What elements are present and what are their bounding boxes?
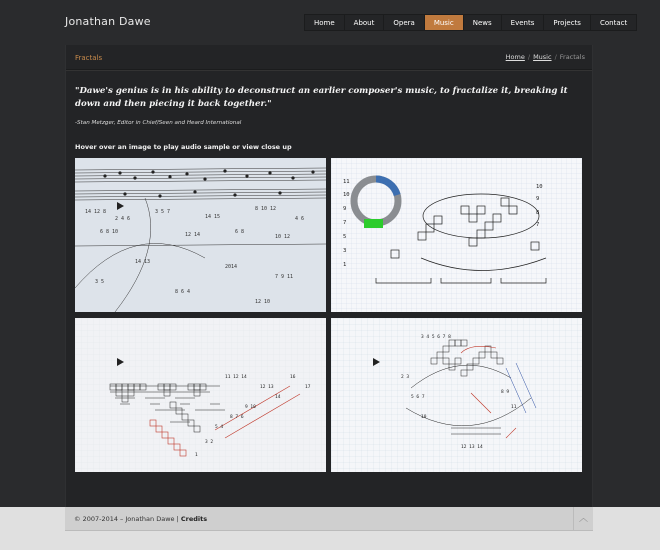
svg-text:12 13 14: 12 13 14 [461,445,483,450]
credits-link[interactable]: Credits [180,515,208,523]
footer [0,507,660,550]
play-icon[interactable] [117,358,124,366]
svg-text:9 10: 9 10 [245,405,256,410]
svg-text:10: 10 [343,192,350,198]
quote-attribution: -Stan Metzger, Editor in Chief/Seen and Heard International [75,120,242,126]
press-quote: "Dawe's genius is in his ability to deconstruct an earlier composer's music, to fractalize it, breaking it down and then piecing it back together." [75,86,568,109]
breadcrumb-home[interactable]: Home [505,53,525,61]
nav-events[interactable]: Events [502,14,545,31]
breadcrumb [506,53,585,61]
main-nav [304,14,637,31]
gallery-tile-fractal-2[interactable] [331,318,582,472]
svg-text:14 12 8: 14 12 8 [85,209,107,215]
svg-text:6 8: 6 8 [235,229,245,235]
svg-text:9: 9 [536,196,540,202]
svg-text:10: 10 [421,415,427,420]
svg-text:16: 16 [290,375,296,380]
copyright [74,515,207,523]
svg-text:3 4 5 6 7 8: 3 4 5 6 7 8 [421,335,451,340]
nav-contact[interactable]: Contact [591,14,637,31]
score-sketch-image [75,158,326,312]
play-icon[interactable] [117,202,124,210]
svg-text:11 12 14: 11 12 14 [225,375,247,380]
fractal-sketch-2-image [331,318,582,472]
svg-text:14 15: 14 15 [205,214,221,220]
breadcrumb-current: Fractals [559,53,585,61]
svg-text:6 8 10: 6 8 10 [100,229,119,235]
gallery-instruction: Hover over an image to play audio sample or view close up [75,143,292,151]
svg-text:3 5 7: 3 5 7 [155,209,171,215]
svg-text:14 13: 14 13 [135,259,151,265]
nav-music[interactable]: Music [425,14,464,31]
svg-text:3 2: 3 2 [205,440,214,445]
svg-text:2 4 6: 2 4 6 [115,216,131,222]
svg-text:8 9: 8 9 [501,390,510,395]
svg-text:8 7 6: 8 7 6 [230,415,244,420]
grid-sketch-image [331,158,582,312]
gallery-tile-grid[interactable] [331,158,582,312]
svg-text:8 10 12: 8 10 12 [255,206,277,212]
svg-text:14: 14 [275,395,281,400]
svg-text:5 6 7: 5 6 7 [411,395,425,400]
page-title: Fractals [75,54,103,62]
svg-text:1: 1 [195,453,198,458]
fractal-sketch-image [75,318,326,472]
header-divider [66,69,592,71]
nav-projects[interactable]: Projects [544,14,591,31]
svg-text:11: 11 [343,179,350,185]
breadcrumb-music[interactable]: Music [533,53,552,61]
chevron-up-icon[interactable]: ︿ [573,507,593,531]
gallery-tile-fractal[interactable] [75,318,326,472]
svg-text:2014: 2014 [225,264,238,270]
svg-text:10 12: 10 12 [275,234,291,240]
svg-text:11: 11 [511,405,517,410]
svg-text:17: 17 [305,385,311,390]
svg-text:5: 5 [343,234,347,240]
svg-text:4 6: 4 6 [295,216,305,222]
footer-bar [65,507,593,531]
svg-text:7: 7 [343,220,347,226]
svg-text:12 14: 12 14 [185,232,201,238]
svg-text:10: 10 [536,184,543,190]
site-title[interactable]: Jonathan Dawe [65,15,151,28]
svg-text:7: 7 [536,222,540,228]
nav-opera[interactable]: Opera [384,14,424,31]
svg-text:2 3: 2 3 [401,375,410,380]
nav-home[interactable]: Home [304,14,345,31]
svg-text:9: 9 [343,206,347,212]
svg-text:3: 3 [343,248,347,254]
svg-text:3 5: 3 5 [95,279,105,285]
svg-text:12 13: 12 13 [260,385,274,390]
nav-about[interactable]: About [345,14,385,31]
svg-text:7 9 11: 7 9 11 [275,274,294,280]
svg-text:5 4: 5 4 [215,425,224,430]
gallery-tile-score[interactable] [75,158,326,312]
copyright-text: © 2007-2014 – Jonathan Dawe | [74,515,181,523]
svg-text:1: 1 [343,262,347,268]
progress-ring-icon[interactable] [364,219,383,228]
svg-text:8 6 4: 8 6 4 [175,289,191,295]
svg-text:12 10: 12 10 [255,299,271,305]
content-panel [65,45,593,507]
nav-news[interactable]: News [464,14,502,31]
play-icon[interactable] [373,358,380,366]
svg-text:8: 8 [536,210,540,216]
breadcrumb-separator: / [554,53,557,61]
breadcrumb-separator: / [527,53,531,61]
